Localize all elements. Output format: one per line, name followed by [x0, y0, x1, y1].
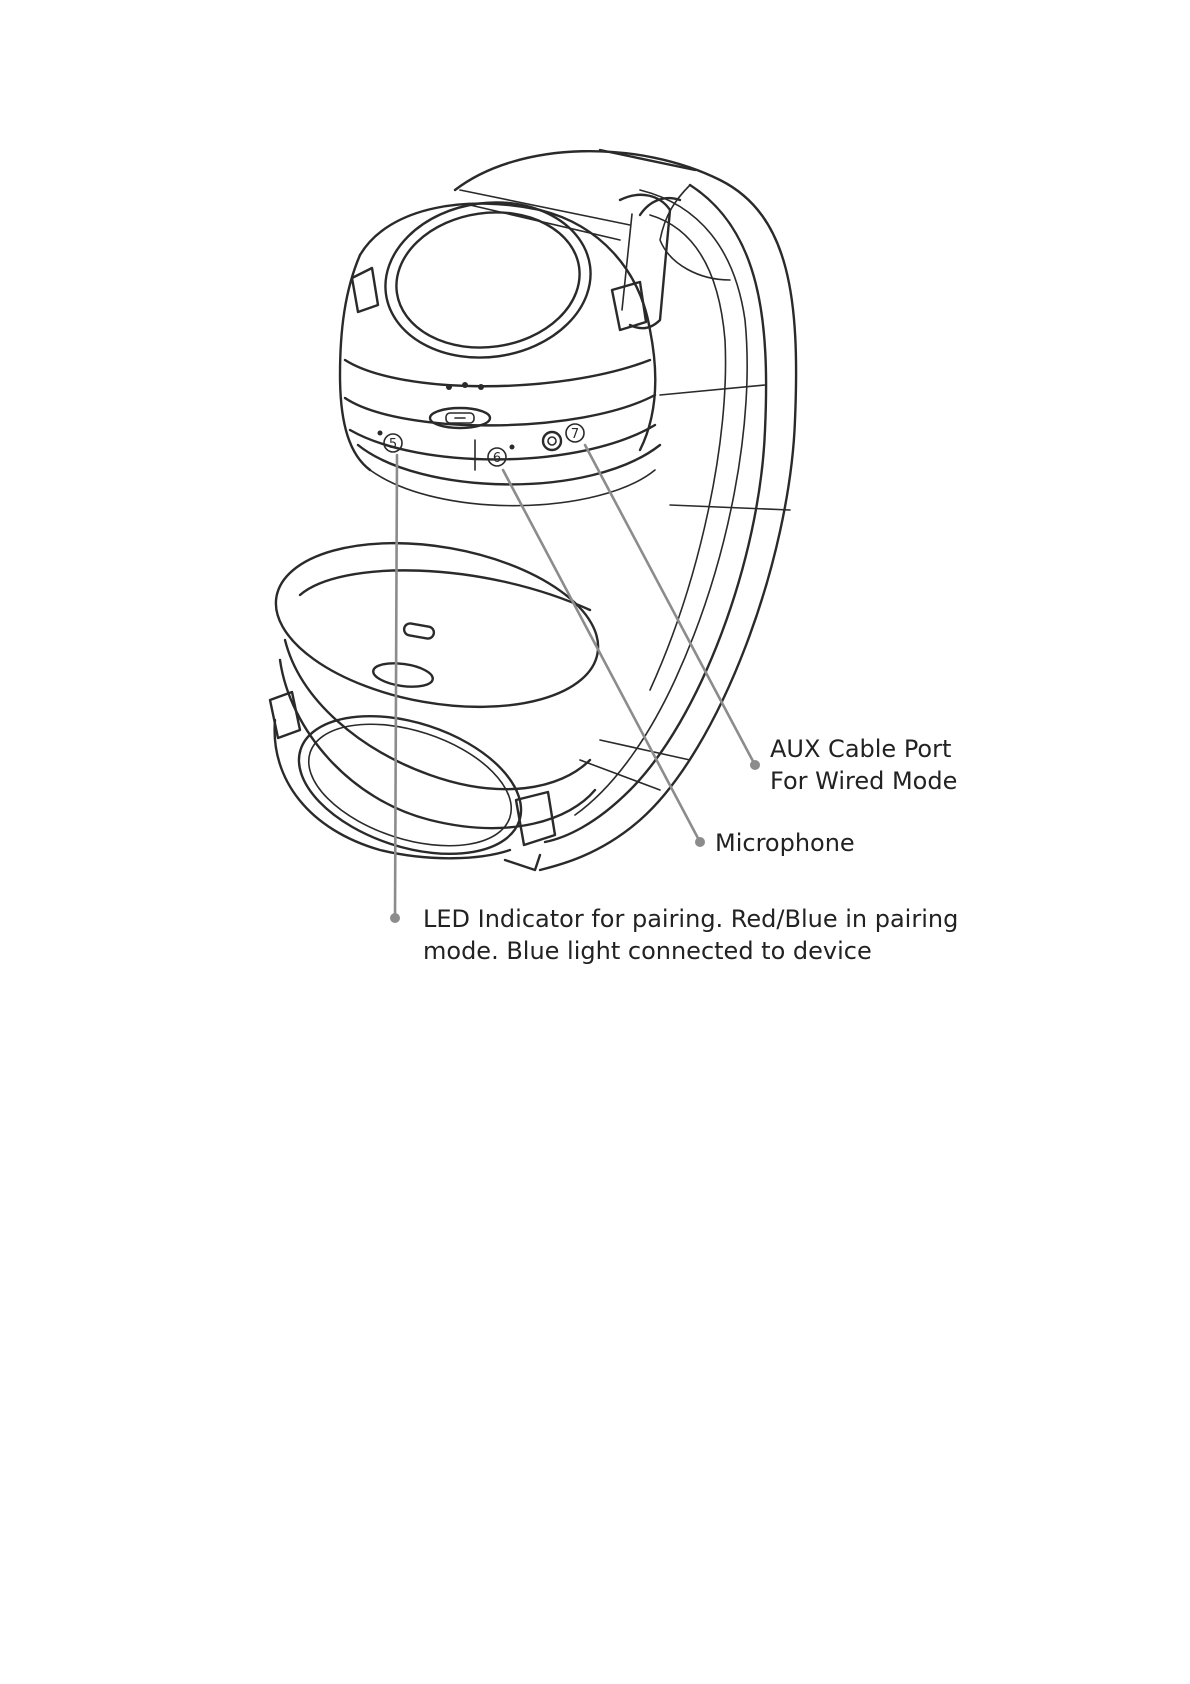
- led-callout-line-1: LED Indicator for pairing. Red/Blue in pairing: [423, 905, 959, 933]
- aux-port: [543, 432, 561, 450]
- microphone-callout-label: Microphone: [715, 829, 855, 857]
- aux-callout: [770, 733, 957, 797]
- aux-callout-line-1: AUX Cable Port: [770, 735, 952, 763]
- headband: [455, 150, 796, 870]
- marker-7-number: 7: [570, 427, 580, 442]
- marker-6-number: 6: [492, 451, 502, 466]
- led-callout: [423, 903, 958, 967]
- mic-hole: [510, 445, 515, 450]
- led-callout-line-2: mode. Blue light connected to device: [423, 937, 872, 965]
- aux-leader-dot: [750, 760, 760, 770]
- marker-5-number: 5: [388, 437, 398, 452]
- aux-leader: [585, 445, 755, 765]
- mic-leader-dot: [695, 837, 705, 847]
- microphone-callout: [715, 827, 855, 859]
- led-dot: [378, 431, 383, 436]
- top-ear-cup: [340, 189, 660, 505]
- led-leader: [395, 455, 397, 918]
- led-leader-dot: [390, 913, 400, 923]
- aux-callout-line-2: For Wired Mode: [770, 767, 958, 795]
